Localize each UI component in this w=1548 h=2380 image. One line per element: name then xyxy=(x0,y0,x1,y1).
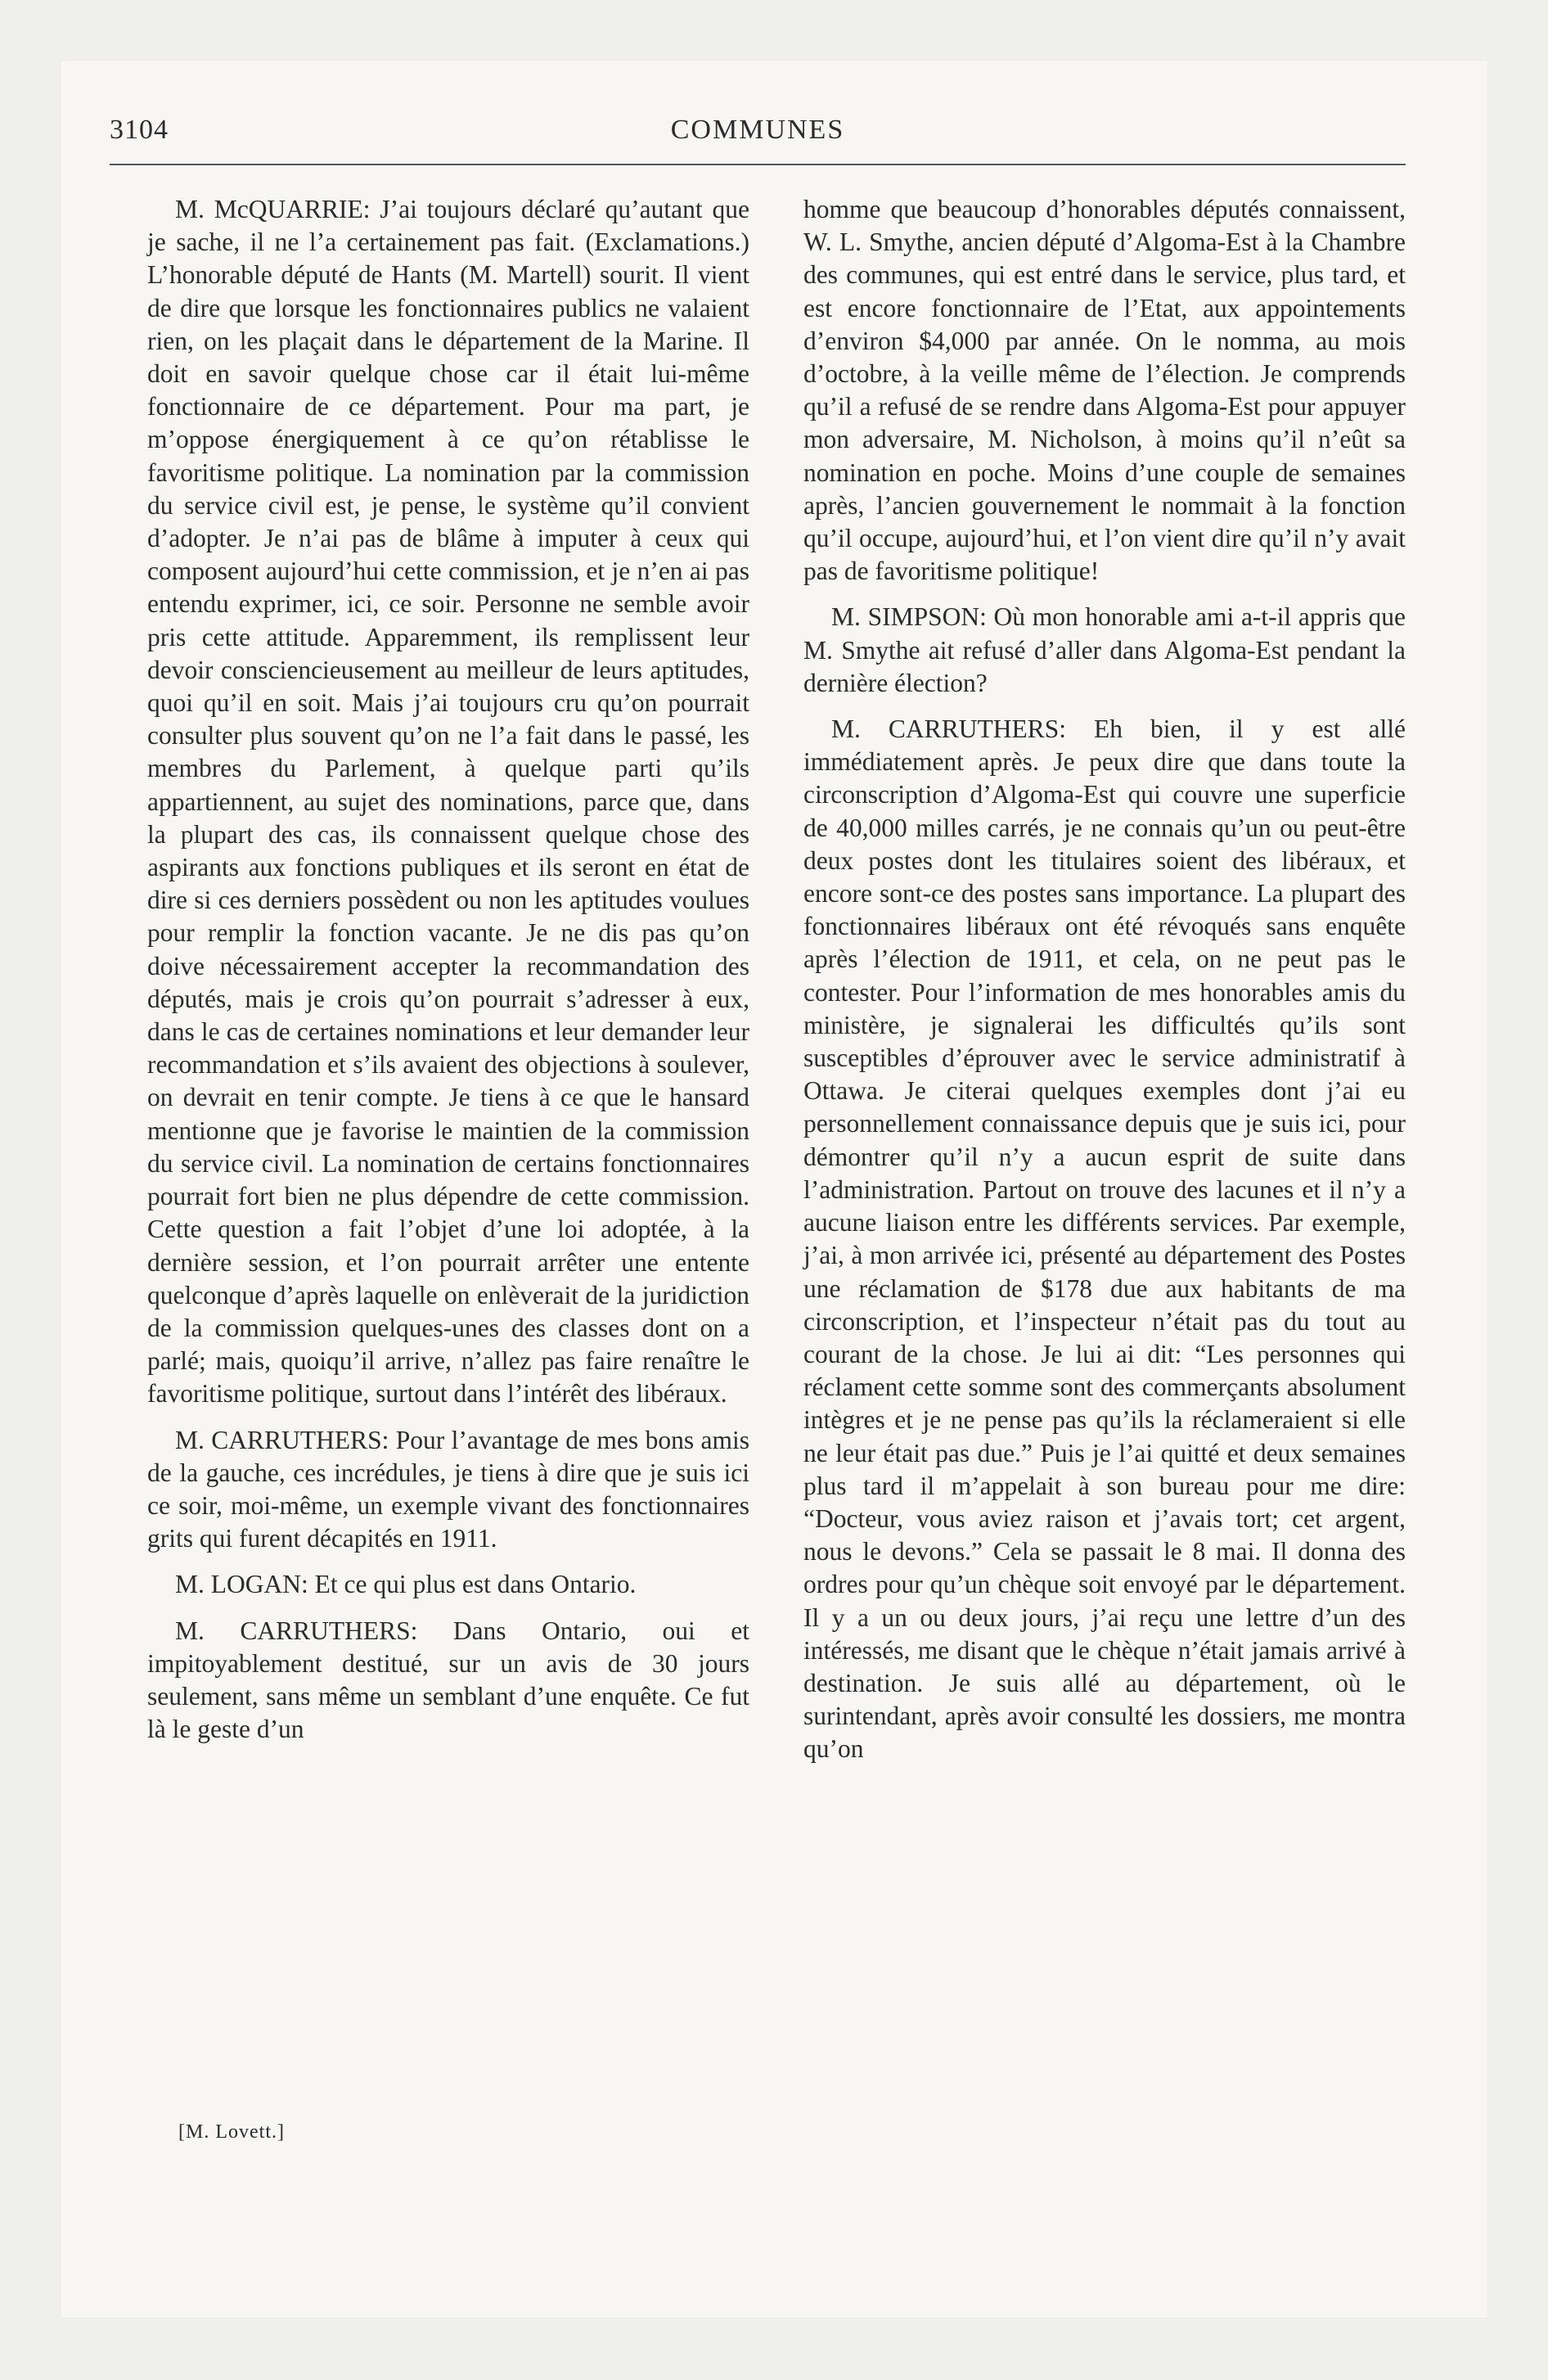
page-header xyxy=(110,115,1406,147)
paragraph-simpson: M. SIMPSON: Où mon honorable ami a-t-il appris que M. Smythe ait refusé d’aller dans Algoma-Est pendant la dernière élection? xyxy=(803,602,1406,697)
right-column xyxy=(803,193,1406,1779)
paragraph-carruthers-1: M. CARRUTHERS: Pour l’avantage de mes bons amis de la gauche, ces incrédules, je tiens à dire que je suis ici ce soir, moi-même, un exemple vivant des fonctionnaires grits qui furent décapités en 1911. xyxy=(147,1425,749,1553)
header-rule xyxy=(110,164,1406,165)
speaker-footnote: [M. Lovett.] xyxy=(178,2121,285,2143)
page-number: 3104 xyxy=(110,115,169,145)
paragraph-mcquarrie: M. McQUARRIE: J’ai toujours déclaré qu’autant que je sache, il ne l’a certainement pas fait. (Exclamations.) L’honorable député de Hants (M. Martell) sourit. Il vient de dire que lorsque les fonctionnaires publics ne valaient rien, on les plaçait dans le département de la Marine. Il doit en savoir quelque chose car il était lui-même fonctionnaire de ce département. Pour ma part, je m’oppose énergiquement à ce qu’on rétablisse le favoritisme politique. La nomination par la commission du service civil est, je pense, le système qu’il convient d’adopter. Je n’ai pas de blâme à imputer à ceux qui composent aujourd’hui cette commission, et je n’en ai pas entendu exprimer, ici, ce soir. Personne ne semble avoir pris cette attitude. Apparemment, ils remplissent leur devoir consciencieusement au meilleur de leurs aptitudes, quoi qu’il en soit. Mais j’ai toujours cru qu’on pourrait consulter plus souvent qu’on ne l’a fait dans le passé, les membres du Parlement, à quelque parti qu’ils appartiennent, au sujet des nominations, parce que, dans la plupart des cas, ils connaissent quelque chose des aspirants aux fonctions publiques et ils seront en état de dire si ces derniers possèdent ou non les aptitudes voulues pour remplir la fonction vacante. Je ne dis pas qu’on doive nécessairement accepter la recommandation des députés, mais je crois qu’on pourrait s’adresser à eux, dans le cas de certaines nominations et leur demander leur recommandation et s’ils avaient des objections à soulever, on devrait en tenir compte. Je tiens à ce que le hansard mentionne que je favorise le maintien de la commission du service civil. La nomination de certains fonctionnaires pourrait fort bien ne plus dépendre de cette commission. Cette question a fait l’objet d’une loi adoptée, à la dernière session, et l’on pourrait arrêter une entente quelconque d’après laquelle on enlèverait de la juridiction de la commission quelques-unes des classes dont on a parlé; mais, quoiqu’il arrive, n’allez pas faire renaître le favoritisme politique, surtout dans l’intérêt des libéraux. xyxy=(147,195,749,1409)
paragraph-continuation: homme que beaucoup d’honorables députés connaissent, W. L. Smythe, ancien député d’Algoma-Est à la Chambre des communes, qui est entré dans le service, plus tard, et est encore fonctionnaire de l’Etat, aux appointements d’environ $4,000 par année. On le nomma, au mois d’octobre, à la veille même de l’élection. Je comprends qu’il a refusé de se rendre dans Algoma-Est pour appuyer mon adversaire, M. Nicholson, à moins qu’il n’eût sa nomination en poche. Moins d’une couple de semaines après, l’ancien gouvernement le nommait à la fonction qu’il occupe, aujourd’hui, et l’on vient dire qu’il n’y avait pas de favoritisme politique! xyxy=(803,195,1406,586)
paragraph-carruthers-2: M. CARRUTHERS: Dans Ontario, oui et impitoyablement destitué, sur un avis de 30 jours seulement, sans même un semblant d’une enquête. Ce fut là le geste d’un xyxy=(147,1616,749,1744)
paragraph-carruthers-3: M. CARRUTHERS: Eh bien, il y est allé immédiatement après. Je peux dire que dans toute la circonscription d’Algoma-Est qui couvre une superficie de 40,000 milles carrés, je ne connais qu’un ou peut-être deux postes dont les titulaires soient des libéraux, et encore sont-ce des postes sans importance. La plupart des fonctionnaires libéraux ont été révoqués sans enquête après l’élection de 1911, et cela, on ne peut pas le contester. Pour l’information de mes honorables amis du ministère, je signalerai les difficultés qu’ils sont susceptibles d’éprouver avec le service administratif à Ottawa. Je citerai quelques exemples dont j’ai eu personnellement connaissance depuis que je suis ici, pour démontrer qu’il n’y a aucun esprit de suite dans l’administration. Partout on trouve des lacunes et il n’y a aucune liaison entre les différents services. Par exemple, j’ai, à mon arrivée ici, présenté au département des Postes une réclamation de $178 due aux habitants de ma circonscription, et l’inspecteur n’était pas du tout au courant de la chose. Je lui ai dit: “Les personnes qui réclament cette somme sont des commerçants absolument intègres et je ne pense pas qu’ils la réclameraient si elle ne leur était pas due.” Puis je l’ai quitté et deux semaines plus tard il m’appelait à son bureau pour me dire: “Docteur, vous aviez raison et j’avais tort; cet argent, nous le devons.” Cela se passait le 8 mai. Il donna des ordres pour qu’un chèque soit envoyé par le département. Il y a un ou deux jours, j’ai reçu une lettre d’un des intéressés, me disant que le chèque n’était jamais arrivé à destination. Je suis allé au département, où le surintendant, après avoir consulté les dossiers, me montra qu’on xyxy=(803,714,1406,1764)
running-title: COMMUNES xyxy=(670,115,845,145)
left-column xyxy=(147,193,749,1759)
paragraph-logan: M. LOGAN: Et ce qui plus est dans Ontario. xyxy=(175,1570,637,1599)
